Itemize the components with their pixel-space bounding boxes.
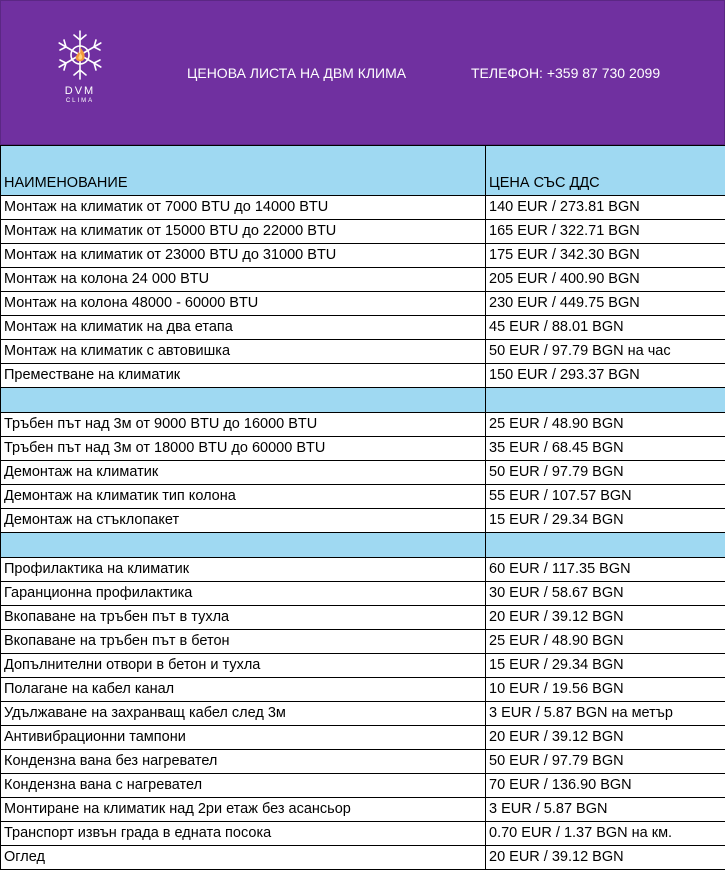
separator-cell xyxy=(1,388,486,413)
price-cell: 20 EUR / 39.12 BGN xyxy=(486,846,725,870)
price-cell: 3 EUR / 5.87 BGN на метър xyxy=(486,702,725,726)
service-name-cell: Монтаж на колона 48000 - 60000 BTU xyxy=(1,292,486,316)
table-row xyxy=(1,413,725,437)
service-name-cell: Профилактика на климатик xyxy=(1,558,486,582)
price-cell: 20 EUR / 39.12 BGN xyxy=(486,726,725,750)
service-name-cell: Преместване на климатик xyxy=(1,364,486,388)
header-banner xyxy=(0,0,725,145)
table-row xyxy=(1,437,725,461)
separator-row xyxy=(1,388,725,413)
table-row xyxy=(1,702,725,726)
price-cell: 50 EUR / 97.79 BGN xyxy=(486,461,725,485)
table-row xyxy=(1,582,725,606)
separator-cell xyxy=(1,533,486,558)
price-cell: 15 EUR / 29.34 BGN xyxy=(486,654,725,678)
separator-row xyxy=(1,533,725,558)
table-row xyxy=(1,509,725,533)
service-name-cell: Кондензна вана без нагревател xyxy=(1,750,486,774)
table-row xyxy=(1,726,725,750)
table-row xyxy=(1,846,725,870)
column-header-price: ЦЕНА СЪС ДДС xyxy=(486,146,725,196)
price-cell: 25 EUR / 48.90 BGN xyxy=(486,413,725,437)
logo-text: DVM xyxy=(64,85,96,97)
page-title: ЦЕНОВА ЛИСТА НА ДВМ КЛИМА xyxy=(187,65,407,81)
service-name-cell: Монтаж на климатик от 15000 BTU до 22000 BTU xyxy=(1,220,486,244)
table-row xyxy=(1,196,725,220)
price-cell: 45 EUR / 88.01 BGN xyxy=(486,316,725,340)
table-row xyxy=(1,654,725,678)
table-row xyxy=(1,630,725,654)
price-cell: 50 EUR / 97.79 BGN xyxy=(486,750,725,774)
price-cell: 205 EUR / 400.90 BGN xyxy=(486,268,725,292)
price-cell: 150 EUR / 293.37 BGN xyxy=(486,364,725,388)
service-name-cell: Транспорт извън града в едната посока xyxy=(1,822,486,846)
price-cell: 30 EUR / 58.67 BGN xyxy=(486,582,725,606)
column-header-name: НАИМЕНОВАНИЕ xyxy=(1,146,486,196)
price-cell: 0.70 EUR / 1.37 BGN на км. xyxy=(486,822,725,846)
service-name-cell: Полагане на кабел канал xyxy=(1,678,486,702)
price-cell: 20 EUR / 39.12 BGN xyxy=(486,606,725,630)
service-name-cell: Вкопаване на тръбен път в тухла xyxy=(1,606,486,630)
price-cell: 230 EUR / 449.75 BGN xyxy=(486,292,725,316)
phone-number: ТЕЛЕФОН: +359 87 730 2099 xyxy=(471,65,661,81)
price-cell: 165 EUR / 322.71 BGN xyxy=(486,220,725,244)
table-row xyxy=(1,292,725,316)
service-name-cell: Вкопаване на тръбен път в бетон xyxy=(1,630,486,654)
table-row xyxy=(1,340,725,364)
price-table xyxy=(0,145,725,870)
price-cell: 60 EUR / 117.35 BGN xyxy=(486,558,725,582)
price-cell: 70 EUR / 136.90 BGN xyxy=(486,774,725,798)
company-logo xyxy=(45,27,115,119)
table-row xyxy=(1,244,725,268)
service-name-cell: Оглед xyxy=(1,846,486,870)
price-cell: 55 EUR / 107.57 BGN xyxy=(486,485,725,509)
snowflake-flame-icon xyxy=(52,27,108,83)
separator-cell xyxy=(486,388,725,413)
service-name-cell: Монтиране на климатик над 2ри етаж без асансьор xyxy=(1,798,486,822)
service-name-cell: Монтаж на климатик на два етапа xyxy=(1,316,486,340)
table-header-row xyxy=(1,146,725,196)
price-cell: 50 EUR / 97.79 BGN на час xyxy=(486,340,725,364)
service-name-cell: Демонтаж на стъклопакет xyxy=(1,509,486,533)
table-row xyxy=(1,485,725,509)
table-row xyxy=(1,774,725,798)
service-name-cell: Антивибрационни тампони xyxy=(1,726,486,750)
price-cell: 140 EUR / 273.81 BGN xyxy=(486,196,725,220)
service-name-cell: Монтаж на колона 24 000 BTU xyxy=(1,268,486,292)
table-row xyxy=(1,798,725,822)
table-row xyxy=(1,822,725,846)
service-name-cell: Монтаж на климатик с автовишка xyxy=(1,340,486,364)
price-cell: 25 EUR / 48.90 BGN xyxy=(486,630,725,654)
table-row xyxy=(1,558,725,582)
table-row xyxy=(1,220,725,244)
price-cell: 3 EUR / 5.87 BGN xyxy=(486,798,725,822)
service-name-cell: Монтаж на климатик от 7000 BTU до 14000 BTU xyxy=(1,196,486,220)
price-cell: 10 EUR / 19.56 BGN xyxy=(486,678,725,702)
price-cell: 15 EUR / 29.34 BGN xyxy=(486,509,725,533)
service-name-cell: Удължаване на захранващ кабел след 3м xyxy=(1,702,486,726)
service-name-cell: Кондензна вана с нагревател xyxy=(1,774,486,798)
price-cell: 35 EUR / 68.45 BGN xyxy=(486,437,725,461)
service-name-cell: Тръбен път над 3м от 9000 BTU до 16000 BTU xyxy=(1,413,486,437)
table-row xyxy=(1,678,725,702)
table-row xyxy=(1,750,725,774)
service-name-cell: Гаранционна профилактика xyxy=(1,582,486,606)
table-row xyxy=(1,461,725,485)
price-cell: 175 EUR / 342.30 BGN xyxy=(486,244,725,268)
logo-subtext: CLIMA xyxy=(65,98,95,104)
service-name-cell: Демонтаж на климатик xyxy=(1,461,486,485)
service-name-cell: Монтаж на климатик от 23000 BTU до 31000 BTU xyxy=(1,244,486,268)
service-name-cell: Тръбен път над 3м от 18000 BTU до 60000 BTU xyxy=(1,437,486,461)
table-row xyxy=(1,606,725,630)
table-row xyxy=(1,364,725,388)
service-name-cell: Демонтаж на климатик тип колона xyxy=(1,485,486,509)
table-row xyxy=(1,268,725,292)
service-name-cell: Допълнителни отвори в бетон и тухла xyxy=(1,654,486,678)
table-row xyxy=(1,316,725,340)
separator-cell xyxy=(486,533,725,558)
